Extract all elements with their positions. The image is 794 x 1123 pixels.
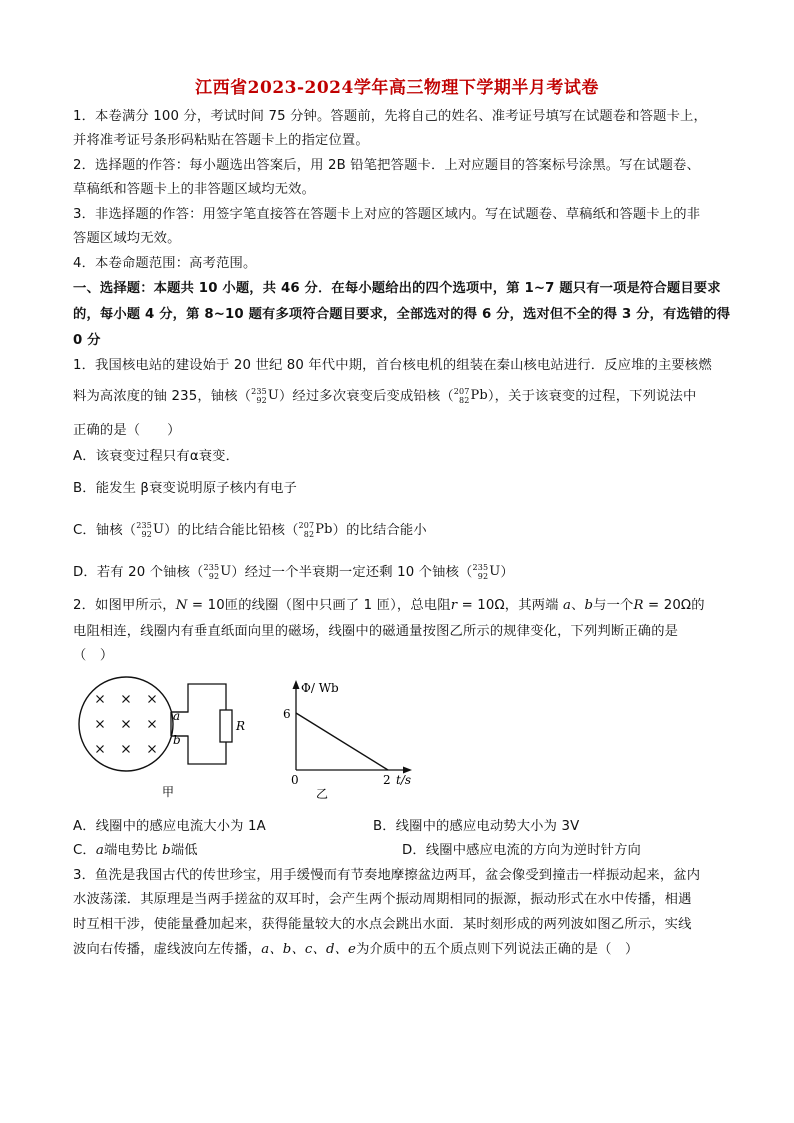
section-header: 一、选择题：本题共 10 小题，共 46 分．在每小题给出的四个选项中，第 1~7 题只有一项是符合题目要求 (73, 281, 721, 296)
note-line: 答题区域均无效。 (73, 231, 181, 246)
field-x-mark (97, 746, 104, 753)
field-x-mark (123, 746, 130, 753)
y-tick-label: 6 (283, 707, 291, 721)
field-x-mark (149, 696, 156, 703)
lead-nuclide: 207 82 Pb (453, 387, 488, 405)
note-line: 并将准考证号条形码粘贴在答题卡上的指定位置。 (73, 133, 369, 148)
section-header: 的，每小题 4 分，第 8~10 题有多项符合题目要求，全部选对的得 6 分，选对但不全的得 3 分，有选错的得 (73, 307, 731, 322)
label-a: a (173, 709, 181, 723)
field-x-mark (123, 696, 130, 703)
q2-option-c: C．a端电势比 b端低 (73, 843, 198, 858)
label-b: b (173, 733, 181, 747)
lead-nuclide: 207 82 Pb (298, 521, 333, 539)
figure-caption-yi: 乙 (316, 787, 329, 801)
origin-label: 0 (291, 773, 299, 787)
note-line: 2．选择题的作答：每小题选出答案后，用 2B 铅笔把答题卡．上对应题目的答案标号涂黑。写在试题卷、 (73, 158, 700, 173)
q1-stem: 料为高浓度的铀 235，铀核（ 235 92 U ）经过多次衰变后变成铅核（ 207 82 Pb ），关于该衰变的过程，下列说法中 (73, 387, 697, 405)
q1-option-c: C．铀核（ 235 92 U ）的比结合能比铅核（ 207 82 Pb ）的比结合能小 (73, 521, 427, 539)
q2-stem: 2．如图甲所示，N = 10匝的线圈（图中只画了 1 匝），总电阻r = 10Ω，其两端 a、b与一个R = 20Ω的 (73, 598, 705, 613)
uranium-nuclide: 235 92 U (251, 387, 279, 405)
uranium-nuclide: 235 92 U (203, 563, 232, 581)
q1-option-d: D．若有 20 个铀核（ 235 92 U ）经过一个半衰期一定还剩 10 个铀核（ 235 92 U ） (73, 563, 514, 581)
q3-stem: 3．鱼洗是我国古代的传世珍宝，用手缓慢而有节奏地摩擦盆边两耳，盆会像受到撞击一样振动起来，盆内 (73, 868, 701, 883)
y-axis-label: Φ/ Wb (301, 681, 339, 695)
figure-coil-circuit (76, 672, 246, 802)
y-axis-arrow (293, 680, 300, 689)
field-x-mark (149, 721, 156, 728)
q2-stem: （ ） (73, 648, 114, 663)
page-title: 江西省2023-2024学年高三物理下学期半月考试卷 (195, 78, 599, 98)
field-x-mark (97, 721, 104, 728)
magnetic-field-marks (97, 696, 156, 753)
field-x-mark (149, 746, 156, 753)
q3-stem: 波向右传播，虚线波向左传播，a、b、c、d、e为介质中的五个质点则下列说法正确的是（ ） (73, 942, 639, 957)
q3-stem: 时互相干涉，使能量叠加起来，获得能量较大的水点会跳出水面．某时刻形成的两列波如图乙所示，实线 (73, 917, 692, 932)
resistor-R (220, 710, 232, 742)
uranium-nuclide: 235 92 U (136, 521, 165, 539)
q3-stem: 水波荡漾．其原理是当两手搓盆的双耳时，会产生两个振动周期相同的振源，振动形式在水中传播，相遇 (73, 892, 692, 907)
q2-option-d: D．线圈中感应电流的方向为逆时针方向 (402, 843, 641, 858)
figure-flux-graph (282, 676, 422, 802)
q2-stem: 电阻相连，线圈内有垂直纸面向里的磁场，线圈中的磁通量按图乙所示的规律变化，下列判断正确的是 (73, 624, 679, 639)
q1-stem: 正确的是（ ） (73, 423, 181, 438)
q1-option-a: A．该衰变过程只有α衰变． (73, 449, 240, 464)
field-x-mark (123, 721, 130, 728)
note-line: 草稿纸和答题卡上的非答题区域均无效。 (73, 182, 316, 197)
q1-stem: 1．我国核电站的建设始于 20 世纪 80 年代中期，首台核电机的组装在秦山核电站进行．反应堆的主要核燃 (73, 358, 712, 373)
label-R: R (236, 719, 246, 733)
circuit-wire (171, 684, 226, 764)
note-line: 4．本卷命题范围：高考范围。 (73, 256, 257, 271)
section-header: 0 分 (73, 333, 101, 348)
flux-line (296, 713, 388, 770)
q1-option-b: B．能发生 β衰变说明原子核内有电子 (73, 481, 297, 496)
x-tick-label: 2 (383, 773, 391, 787)
figure-caption-jia: 甲 (162, 785, 175, 799)
field-x-mark (97, 696, 104, 703)
note-line: 1．本卷满分 100 分，考试时间 75 分钟。答题前，先将自己的姓名、准考证号填写在试题卷和答题卡上， (73, 109, 707, 124)
uranium-nuclide: 235 92 U (472, 563, 501, 581)
q2-option-a: A．线圈中的感应电流大小为 1A (73, 819, 266, 834)
note-line: 3．非选择题的作答：用签字笔直接答在答题卡上对应的答题区域内。写在试题卷、草稿纸和答题卡上的非 (73, 207, 701, 222)
x-axis-label: t/s (396, 773, 412, 787)
q2-option-b: B．线圈中的感应电动势大小为 3V (373, 819, 580, 834)
